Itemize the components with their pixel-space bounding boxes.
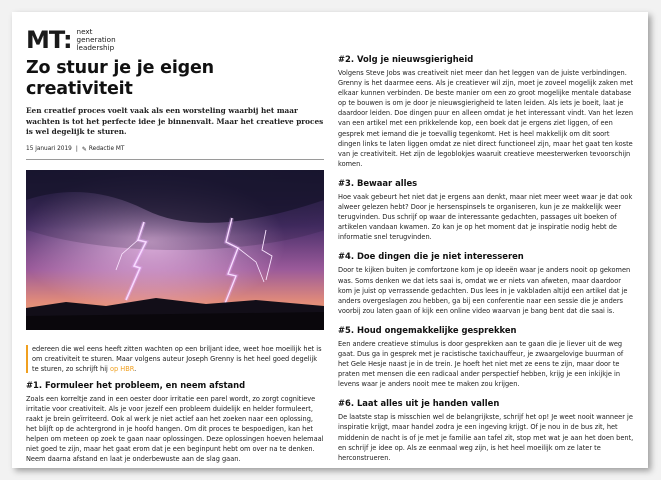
right-column [338, 54, 634, 468]
section-2-text: Volgens Steve Jobs was creativeit niet meer dan het leggen van de juiste verbindingen. Grenny is het daarmee eens. Als je creatiever wil zijn, moet je zoveel mogelijk zaken met elkaar kunnen verbinden. De beste manier om een zo groot mogelijke mentale database op te bouwen is om je door je nieuwsgierigheid te laten leiden. Als iets je boeit, laat je daardoor leiden. Doe dingen puur en alleen omdat je het interessant vindt. Van het lezen van een artikel met een prikkelende kop, een boek dat je ergens ziet liggen, of een gesprek met iemand die je toevallig tegenkomt. Het is heel makkelijk om dit soort dingen links te laten liggen omdat ze niet direct functioneel zijn, maar het gaat ten koste van je creativiteit. Het zijn de legoblokjes waaruit creatieve meesterwerken tevoorschijn komen. [338, 69, 634, 168]
author-name[interactable]: Redactie MT [88, 146, 125, 152]
logo-tagline-line3: leadership [76, 43, 115, 52]
article-title: Zo stuur je je eigen creativiteit [26, 58, 214, 99]
logo-tagline-line2: generation [76, 35, 116, 44]
left-column [26, 26, 324, 468]
section-6-heading: #6. Laat alles uit je handen vallen [338, 398, 500, 409]
logo-tagline-line1: next [76, 27, 93, 36]
section-6-text: De laatste stap is misschien wel de belangrijkste, schrijf het op! Je weet nooit wanneer je inspiratie krijgt, maar handel zodra je een ingeving krijgt. Of je nou in de bus zit, het middenin de nacht is of je met je familie aan tafel zit, stop met wat je aan het doen bent, en schrijf je idee op. Als ze eenmaal weg zijn, is het heel moeilijk om ze later te herconstrueren. [338, 413, 634, 462]
section-1-heading: #1. Formuleer het probleem, en neem afstand [26, 379, 246, 390]
section-2-heading: #2. Volg je nieuwsgierigheid [338, 54, 474, 64]
lightning-storm-illustration [26, 170, 324, 330]
meta-separator: | [75, 146, 78, 152]
hbr-link[interactable]: op HBR [109, 364, 135, 373]
article-page [12, 12, 648, 468]
lead-end: . [134, 364, 137, 373]
article-meta [26, 146, 324, 160]
logo-mark: MT: [26, 26, 72, 54]
logo-tagline [77, 28, 116, 52]
pen-icon: ✎ [81, 145, 87, 153]
section-4-text: Door te kijken buiten je comfortzone kom je op ideeën waar je anders nooit op gekomen was. Soms denken we dat iets saai is, omdat we er niets van afweten, maar daardoor kom je juist op verrassende gedachten. Dus lees in je vakbladen altijd een artikel dat je anders overgeslagen zou hebben, ga bij een conferentie naar een sessie die je anders voorbij zou laten gaan of kijk een online video waarvan je bang bent dat die saai is. [338, 266, 631, 315]
article-lead [26, 344, 324, 374]
section-4-heading: #4. Doe dingen die je niet interesseren [338, 251, 524, 262]
article-intro: Een creatief proces voelt vaak als een worsteling waarbij het maar wachten is tot het perfecte idee je binnenvalt. Maar het creatieve proces is wel degelijk te sturen. [26, 106, 324, 136]
section-3-text: Hoe vaak gebeurt het niet dat je ergens aan denkt, maar niet meer weet waar je dat ook alweer gelezen hebt? Door je hersenspinsels te organiseren, kun je ze makkelijk weer terugvinden. Dus schrijf op waar de interessante gedachten, passages uit boeken of artikelen vandaan kwamen. Zo kan je op het moment dat je inspiratie nodig hebt de informatie snel terugvinden. [338, 192, 633, 242]
section-5-heading: #5. Houd ongemakkelijke gesprekken [338, 324, 517, 335]
publish-date: 15 januari 2019 [26, 146, 72, 152]
lead-accent-bar [26, 345, 28, 373]
section-5-text: Een andere creatieve stimulus is door gesprekken aan te gaan die je liever uit de weg gaat. Dus ga in gesprek met je racistische taxichauffeur, je zwaargelovige buurman of het Gele Hesje naast je in de trein. Je hoeft het niet met ze eens te zijn, maar door te praten met mensen die een radicaal ander perspectief hebben, krijg je een inkijkje in levens waar je anders nooit mee te maken zou krijgen. [338, 339, 624, 389]
section-1-text: Zoals een korreltje zand in een oester door irritatie een parel wordt, zo zorgt cognitieve irritatie voor creativiteit. Als je voor jezelf een probleem duidelijk en helder formuleert, raakt je brein geïrriteerd. Ook al werk je niet actief aan het zoeken naar een oplossing, het blijft op de achtergrond in je hoofd hangen. Om dit proces te bespoedigen, kan het helpen om meteen op zoek te gaan naar oplossingen. Deze oplossingen hoeven helemaal niet goed te zijn, maar het gaat erom dat je een beginpunt hebt om over na te denken. Neem daarna afstand en laat je onderbewuste aan de slag gaan. [26, 394, 324, 464]
mt-logo[interactable] [26, 26, 324, 54]
section-3-heading: #3. Bewaar alles [338, 177, 418, 188]
lead-text: edereen die wel eens heeft zitten wachten op een briljant idee, weet hoe moeilijk het is om creativiteit te sturen. Maar volgens auteur Joseph Grenny is het heel goed degelijk te sturen, zo schrijft hij [32, 344, 322, 373]
hero-image-lightning-storm [26, 170, 324, 330]
